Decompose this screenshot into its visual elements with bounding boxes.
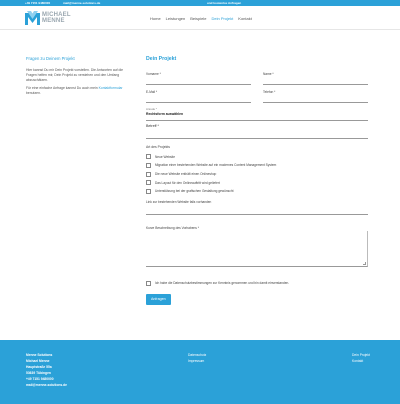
logo-line2: MENNE [42,17,65,24]
resize-handle-icon[interactable] [363,262,366,265]
option-label: Unterstützung bei der grafischen Gestaltung gewünscht [155,189,234,194]
email-field[interactable] [146,90,251,108]
select-underline [146,120,368,121]
description-field[interactable] [146,226,368,267]
footer-person: Michael Menne [26,359,50,363]
nav-home[interactable]: Home [150,16,161,21]
telefon-label: Telefon * [263,90,276,95]
nav-kontakt[interactable]: Kontakt [238,16,252,21]
footer-company: Menne Solutions [26,353,53,357]
select-value[interactable]: Rechtsform auswählen [146,111,184,116]
topbar-phone[interactable]: +49 7151 9480000 [25,1,51,6]
footer-email[interactable]: mail@menne-solutions.de [26,383,67,387]
topbar-email[interactable]: mail@menne-solutions.de [63,1,101,6]
option-label: Die neue Website enthält einen Onlineshop [155,171,217,176]
consent-label: Ich habe die Datenschutzbestimmungen zur Kenntnis genommen und bin damit einverstanden. [155,281,290,286]
nav-beispiele[interactable]: Beispiele [190,16,207,21]
form-title: Dein Projekt [146,56,177,62]
consent-checkbox[interactable] [146,281,151,286]
checkbox[interactable] [146,189,151,194]
consent-row[interactable] [146,279,368,287]
nav-leistungen[interactable]: Leistungen [165,16,186,21]
sidebar-hint-suffix: benutzen. [26,91,41,96]
sidebar-hint-prefix: Für eine einfache Anfrage kannst Du auch mein [26,86,98,91]
telefon-field[interactable] [263,90,368,108]
option-gestaltung[interactable] [146,187,368,196]
link-field[interactable] [146,200,368,216]
footer-legal-links [188,352,206,364]
telefon-input[interactable] [263,102,368,103]
option-label: Migration einer bestehenden Website auf ein modernes Content Management System [155,163,277,168]
footer-phone[interactable]: +49 7151 9480000 [26,377,54,381]
option-layout-geliefert[interactable] [146,178,368,187]
nav-dein-projekt[interactable]: Dein Projekt [211,16,234,21]
main-nav [150,16,252,21]
betreff-input[interactable] [146,138,368,139]
sidebar-intro: Hier kannst Du mir Dein Projekt vorstellen. Die Antworten auf die Fragen helfen mir, Dein Projekt zu verstehen und den Umfang abzuschätzen. [26,67,124,82]
link-input[interactable] [146,204,368,215]
checkbox[interactable] [146,180,151,185]
topbar-cta[interactable]: und kostenlos Anfragen [207,1,242,6]
description-textarea[interactable] [146,231,368,267]
footer-link-kontakt[interactable]: Kontakt [352,359,364,363]
footer-city: 53639 Tübingen [26,371,51,375]
name-input[interactable] [263,84,368,85]
option-migration[interactable] [146,161,368,170]
betreff-field[interactable] [146,124,368,142]
select-label: Anrede * [146,107,157,112]
name-row [146,72,368,90]
checkbox[interactable] [146,154,151,159]
contact-form-link[interactable]: Kontaktformular [98,86,123,91]
logo-text [42,13,71,24]
logo-line1: MICHAEL [42,12,71,18]
betreff-label: Betreff * [146,124,159,129]
footer-nav-links [352,352,370,364]
footer-link-datenschutz[interactable]: Datenschutz [188,353,207,357]
link-label: Link zur bestehenden Website falls vorhanden [146,199,212,204]
footer-link-dein-projekt[interactable]: Dein Projekt [352,353,370,357]
logo-mark-icon [25,11,40,26]
option-label: Das Layout für den Onlineauftritt wird geliefert [155,180,220,185]
contact-row [146,90,368,108]
name-label: Name * [263,72,274,77]
footer-link-impressum[interactable]: Impressum [188,359,205,363]
sidebar-title: Fragen zu Deinem Projekt [26,56,75,61]
option-label: Neue Website [155,154,175,159]
footer-address [26,352,67,388]
checkbox[interactable] [146,163,151,168]
site-footer [0,340,400,404]
footer-street: Hauptstraße 55a [26,365,52,369]
email-label: E-Mail * [146,90,158,95]
checkbox[interactable] [146,172,151,177]
option-neue-website[interactable] [146,153,368,162]
sidebar-contact-hint [26,86,134,96]
option-onlineshop[interactable] [146,170,368,179]
vorname-field[interactable] [146,72,251,90]
logo[interactable] [25,11,85,27]
project-form [146,56,368,305]
email-input[interactable] [146,102,251,103]
project-type-label: Art des Projekts [146,145,170,150]
vorname-label: Vorname * [146,72,161,77]
rechtsform-select[interactable] [146,108,368,124]
site-header [0,6,400,30]
description-label: Kurze Beschreibung des Vorhabens * [146,226,199,231]
sidebar [26,56,134,100]
submit-button[interactable]: Anfragen [146,294,171,305]
name-field[interactable] [263,72,368,90]
vorname-input[interactable] [146,84,251,85]
